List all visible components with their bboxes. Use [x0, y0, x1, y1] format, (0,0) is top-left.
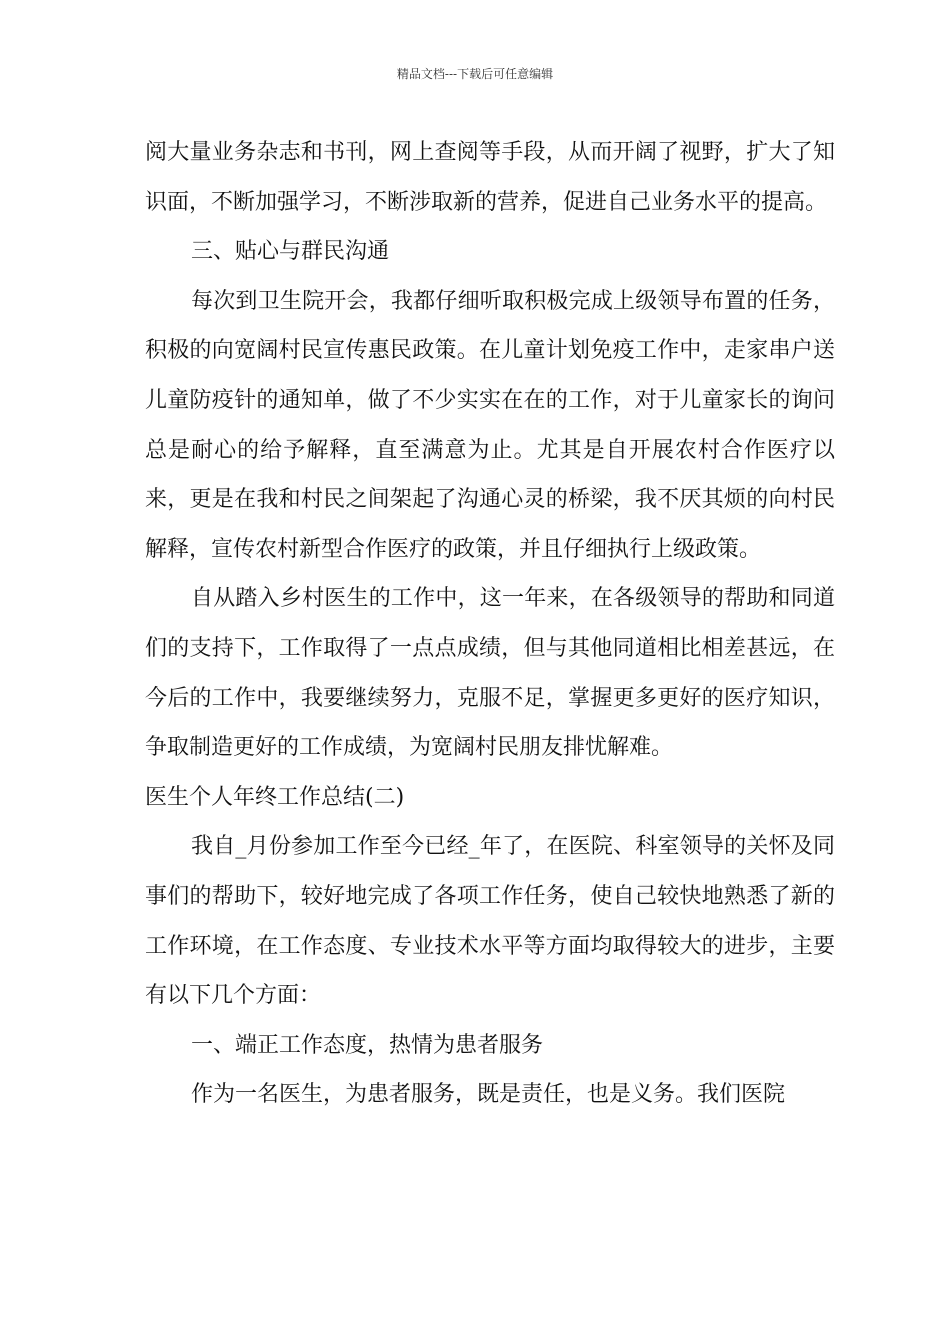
- document-body: [145, 128, 835, 1120]
- paragraph-communication: 每次到卫生院开会，我都仔细听取积极完成上级领导布置的任务，积极的向宽阔村民宣传惠民政策。在儿童计划免疫工作中，走家串户送儿童防疫针的通知单，做了不少实实在在的工作，对于儿童家长的询问总是耐心的给予解释，直至满意为止。尤其是自开展农村合作医疗以来，更是在我和村民之间架起了沟通心灵的桥梁，我不厌其烦的向村民解释，宣传农村新型合作医疗的政策，并且仔细执行上级政策。: [145, 288, 835, 562]
- paragraph-attitude: 作为一名医生，为患者服务，既是责任，也是义务。我们医院: [191, 1082, 786, 1108]
- document-title-part-two: 医生个人年终工作总结(二): [145, 784, 405, 810]
- section-heading-attitude: 一、端正工作态度，热情为患者服务: [191, 1032, 544, 1058]
- paragraph-continuation: 阅大量业务杂志和书刊，网上查阅等手段，从而开阔了视野，扩大了知识面，不断加强学习，不断涉取新的营养，促进自己业务水平的提高。: [145, 140, 835, 215]
- paragraph-intro: 我自_月份参加工作至今已经_年了，在医院、科室领导的关怀及同事们的帮助下，较好地完成了各项工作任务，使自己较快地熟悉了新的工作环境，在工作态度、专业技术水平等方面均取得较大的进步，主要有以下几个方面：: [145, 834, 835, 1009]
- paragraph-conclusion: 自从踏入乡村医生的工作中，这一年来，在各级领导的帮助和同道们的支持下，工作取得了一点点成绩，但与其他同道相比相差甚远，在今后的工作中，我要继续努力，克服不足，掌握更多更好的医疗知识，争取制造更好的工作成绩，为宽阔村民朋友排忧解难。: [145, 586, 835, 761]
- page-header: 精品文档---下载后可任意编辑: [396, 67, 554, 81]
- section-heading-communication: 三、贴心与群民沟通: [191, 239, 390, 265]
